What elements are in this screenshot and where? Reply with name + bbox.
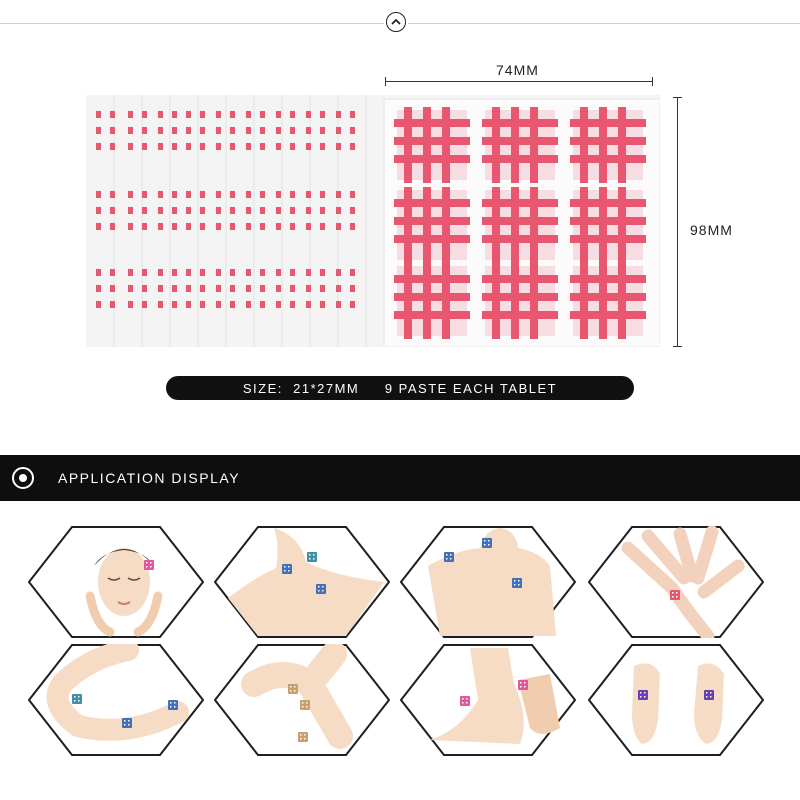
width-dimension-line bbox=[385, 81, 653, 82]
height-dimension-line bbox=[677, 97, 678, 347]
size-caption-text: SIZE: 21*27MM 9 PASTE EACH TABLET bbox=[242, 380, 558, 396]
width-dimension-label: 74MM bbox=[496, 62, 539, 78]
application-hand bbox=[588, 526, 764, 638]
application-soles bbox=[588, 644, 764, 756]
scroll-top-button[interactable] bbox=[386, 12, 406, 32]
application-title: APPLICATION DISPLAY bbox=[58, 470, 241, 486]
application-arm bbox=[28, 644, 204, 756]
top-divider-right bbox=[408, 23, 800, 24]
application-header bbox=[0, 455, 800, 501]
radio-dot-icon bbox=[12, 467, 34, 489]
width-tick-right bbox=[652, 77, 653, 86]
application-neck-shoulder bbox=[214, 526, 390, 638]
width-tick-left bbox=[385, 77, 386, 86]
height-tick-bottom bbox=[673, 346, 682, 347]
height-tick-top bbox=[673, 97, 682, 98]
application-upper-back bbox=[400, 526, 576, 638]
chevron-up-icon bbox=[391, 18, 401, 26]
application-ankle bbox=[400, 644, 576, 756]
application-face bbox=[28, 526, 204, 638]
application-knee bbox=[214, 644, 390, 756]
top-divider-left bbox=[0, 23, 384, 24]
size-caption bbox=[166, 376, 634, 400]
tape-sheets-photo bbox=[86, 95, 660, 347]
height-dimension-label: 98MM bbox=[690, 222, 733, 238]
